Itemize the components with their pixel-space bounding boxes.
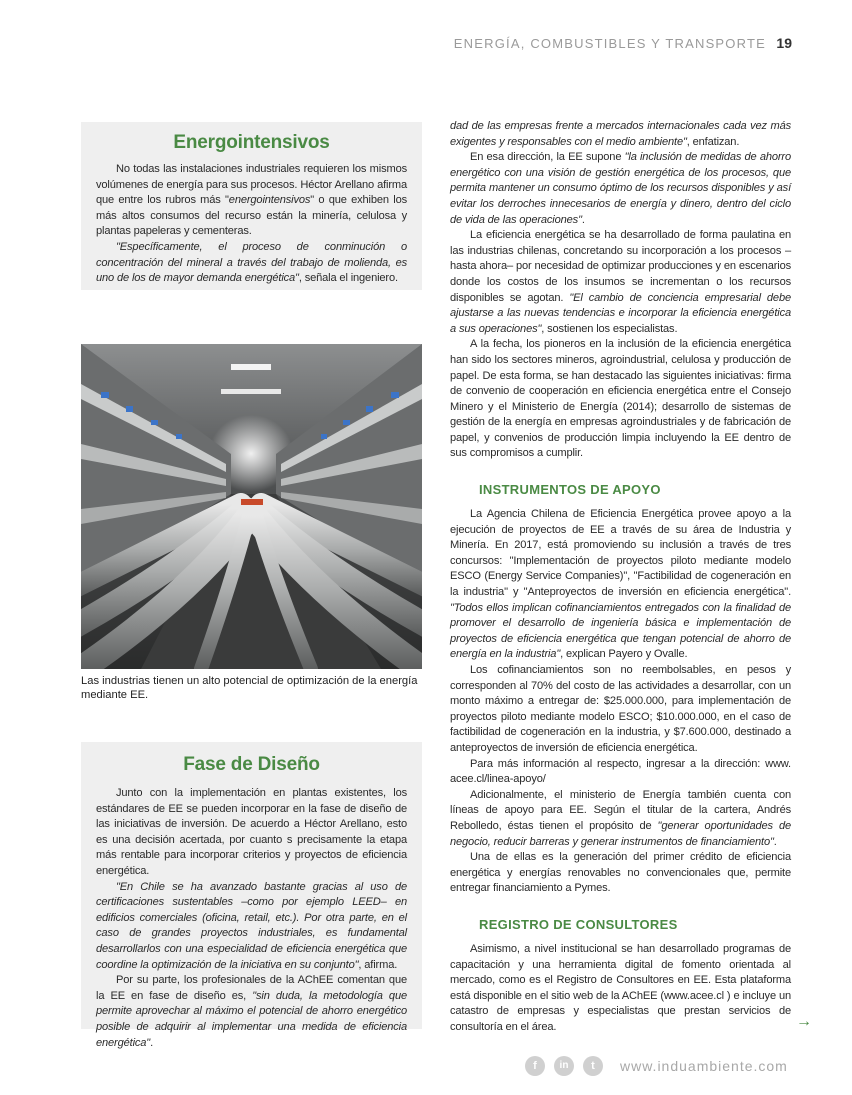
box-paragraph: Por su parte, los profesionales de la AChEE comentan que la EE en fase de diseño es, "sin duda, la metodología que permite aprovechar al máximo el potencial de ahorro energético posible de adquirir al implementar una medida de eficiencia energética". (96, 974, 407, 1049)
paragraph: Adicionalmente, el ministerio de Energía también cuenta con líneas de apoyo para EE. Según el titular de la cartera, Andrés Rebolledo, éstas tienen el propósito de "generar oportunidades de negocio, reducir barreras y generar instrumentos de financiamiento". (450, 788, 792, 848)
paragraph: La Agencia Chilena de Eficiencia Energética provee apoyo a la ejecución de proyectos de EE a través de su área de Industria y Minería. En 2017, está promoviendo su inclusión a través de tres concursos: "Implementación de proyectos piloto mediante modelo ESCO (Energy Service Companies)", "Factibilidad de cogeneración en la industria" y "Anteproyectos de inversión en eficiencia energética". "Todos ellos implican cofinanciamientos entregados con la finalidad de promover el desarrollo de ingeniería básica e implementación de proyectos de eficiencia energética que tengan potencial de ahorro de energía en la industria", explican Payero y Ovalle. (450, 508, 791, 661)
box-paragraph: Junto con la implementación en plantas existentes, los estándares de EE se pueden incorporar en la fase de diseño de las iniciativas de inversión. De acuerdo a Héctor Arellano, esto es una decisión acertada, por cuanto s precisamente la etapa más rentable para incorporar criterios y proyectos de eficiencia energética. (96, 787, 407, 877)
photo-caption: Las industrias tienen un alto potencial de optimización de la energía mediante EE. (81, 675, 418, 701)
paragraph: Asimismo, a nivel institucional se han desarrollado programas de capacitación y una herramienta digital de fomento orientada al mercado, como es el Registro de Consultores en EE. Esta plataforma está disponible en el sitio web de la AChEE (www.acee.cl ) e incluye un catastro de empresas y especialistas que prestan servicios de consultoría en el área. (450, 942, 791, 1033)
box-paragraph: No todas las instalaciones industriales requieren los mismos volúmenes de energía para sus procesos. Héctor Arellano afirma que entre los rubros más "energointensivos" o que exhiben los más altos consumos del recurso están la minería, celulosa y plantas papeleras y cementeras. (96, 163, 407, 238)
sidebar-box-energointensivos (81, 122, 422, 290)
subheading-registro: REGISTRO DE CONSULTORES (479, 916, 678, 932)
paragraph: En esa dirección, la EE supone "la inclusión de medidas de ahorro energético con una visión de gestión energética de los procesos, que permita mantener un consumo óptimo de los recursos disponibles y así evitar los derroches innecesarios de energía y dinero, dentro del ciclo de vida de las operaciones". (450, 151, 792, 226)
running-header: ENERGÍA, COMBUSTIBLES Y TRANSPORTE (453, 36, 766, 51)
page-number: 19 (776, 35, 792, 51)
footer-website-url[interactable]: www.induambiente.com (620, 1058, 788, 1074)
linkedin-icon[interactable]: in (554, 1056, 574, 1076)
box-quote: "En Chile se ha avanzado bastante gracias al uso de certificaciones sustentables –como por ejemplo LEED– en edificios comerciales (oficina, retail, etc.). Por otra parte, en el caso de grandes proyectos industriales, es fundamental desarrollarlos con una especialidad de eficiencia energética que coordine la optimización de la iniciativa en su conjunto", afirma. (96, 880, 407, 971)
subheading-instrumentos: INSTRUMENTOS DE APOYO (479, 482, 661, 498)
twitter-icon[interactable]: t (583, 1056, 603, 1076)
industrial-cables-photo (81, 344, 422, 669)
paragraph: dad de las empresas frente a mercados internacionales cada vez más exigentes y responsables con el medio ambiente", enfatizan. (450, 120, 791, 148)
paragraph: Una de ellas es la generación del primer crédito de eficiencia energética y energías renovables no convencionales que, permite entregar financiamiento a Pymes. (450, 851, 791, 895)
article-column-right (450, 119, 791, 1035)
paragraph: A la fecha, los pioneros en la inclusión de la eficiencia energética han sido los sectores mineros, agroindustrial, celulosa y producción de papel. De esta forma, se han destacado las siguientes iniciativas: firma de convenio de cooperación en eficiencia energética entre el Consejo Minero y el Ministerio de Energía (2014); desarrollo de sistemas de gestión de la energía en empresas agroindustriales y de fabricación de papel, y convenios de producción limpia incluyendo la EE dentro de sus compromisos a cumplir. (450, 338, 791, 460)
continue-arrow-icon[interactable]: → (796, 1013, 812, 1030)
paragraph: La eficiencia energética se ha desarrollado de forma paulatina en las industrias chilenas, concretando su incorporación a los procesos –hasta ahora– por necesidad de optimizar producciones y en escenarios donde los costos de los insumos se incrementan o los recursos disponibles se agotan. "El cambio de conciencia empresarial debe ajustarse a las nuevas tendencias e incorporar la eficiencia energética a sus operaciones", sostienen los especialistas. (450, 229, 791, 335)
photo-illustration (81, 344, 422, 669)
paragraph: Los cofinanciamientos son no reembolsables, en pesos y corresponden al 70% del costo de las actividades a desarrollar, con un monto máximo a entregar de: $25.000.000, para implementación de proyectos piloto mediante modelo ESCO; $10.000.000, en el caso de factibilidad de cogeneración en la industria, y $7.600.000, destinado a anteproyectos de inversión de eficiencia energética. (450, 664, 791, 754)
facebook-icon[interactable]: f (525, 1056, 545, 1076)
box-title: Energointensivos (173, 132, 330, 153)
box-quote: "Específicamente, el proceso de conminución o concentración del mineral a través del trabajo de molienda, es uno de los de mayor demanda energética", señala el ingeniero. (96, 240, 407, 285)
paragraph: Para más información al respecto, ingresar a la dirección: www. acee.cl/linea-apoyo/ (450, 757, 791, 786)
box-title: Fase de Diseño (183, 754, 320, 775)
sidebar-box-fase-de-diseno (81, 742, 422, 1049)
